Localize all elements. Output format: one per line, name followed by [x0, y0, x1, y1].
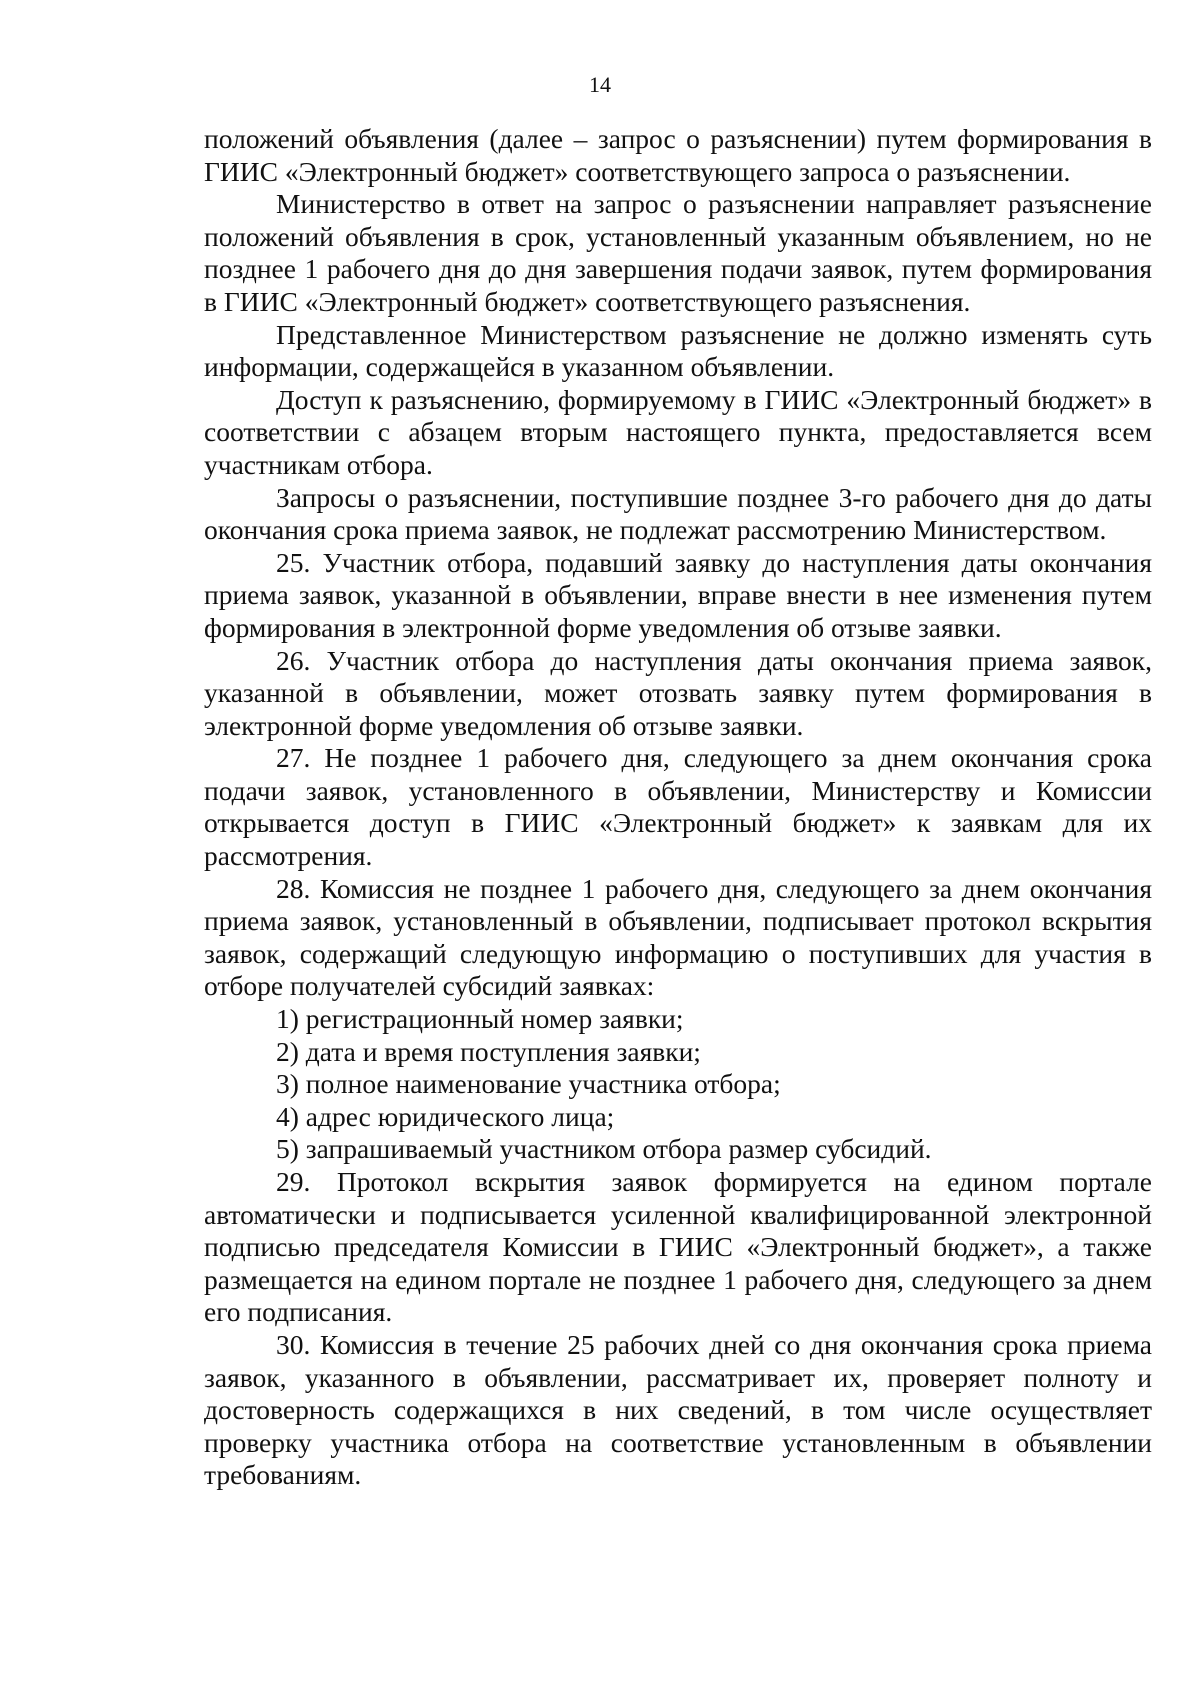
- list-item: 1) регистрационный номер заявки;: [276, 1003, 684, 1035]
- list-item: 3) полное наименование участника отбора;: [276, 1068, 781, 1100]
- page-number: 14: [589, 72, 611, 97]
- paragraph-clarification-access: Доступ к разъяснению, формируемому в ГИИС «Электронный бюджет» в соответствии с абзацем вторым настоящего пункта, предоставляется всем участникам отбора.: [204, 383, 1152, 480]
- list-item: 5) запрашиваемый участником отбора размер субсидий.: [276, 1133, 932, 1165]
- paragraph-item-26: 26. Участник отбора до наступления даты окончания приема заявок, указанной в объявлении, может отозвать заявку путем формирования в электронной форме уведомления об отзыве заявки.: [204, 644, 1152, 741]
- paragraph-clarification-scope: Представленное Министерством разъяснение не должно изменять суть информации, содержащейся в указанном объявлении.: [204, 318, 1152, 383]
- paragraph-item-29: 29. Протокол вскрытия заявок формируется на едином портале автоматически и подписывается усиленной квалифицированной электронной подписью председателя Комиссии в ГИИС «Электронный бюджет», а также размещается на едином портале не позднее 1 рабочего дня, следующего за днем его подписания.: [204, 1166, 1152, 1328]
- paragraph-item-28: 28. Комиссия не позднее 1 рабочего дня, следующего за днем окончания приема заявок, установленный в объявлении, подписывает протокол вскрытия заявок, содержащий следующую информацию о поступивших для участия в отборе получателей субсидий заявках:: [204, 872, 1152, 1002]
- list-item: 2) дата и время поступления заявки;: [276, 1035, 701, 1067]
- paragraph-continuation: положений объявления (далее – запрос о разъяснении) путем формирования в ГИИС «Электронный бюджет» соответствующего запроса о разъяснении.: [204, 123, 1152, 187]
- paragraph-item-27: 27. Не позднее 1 рабочего дня, следующего за днем окончания срока подачи заявок, установленного в объявлении, Министерству и Комиссии открывается доступ в ГИИС «Электронный бюджет» к заявкам для их рассмотрения.: [204, 742, 1152, 872]
- paragraph-ministry-response: Министерство в ответ на запрос о разъяснении направляет разъяснение положений объявления в срок, установленный указанным объявлением, но не позднее 1 рабочего дня до дня завершения подачи заявок, путем формирования в ГИИС «Электронный бюджет» соответствующего разъяснения.: [204, 188, 1152, 317]
- paragraph-late-requests: Запросы о разъяснении, поступившие позднее 3-го рабочего дня до даты окончания срока приема заявок, не подлежат рассмотрению Министерством.: [204, 481, 1152, 546]
- document-body: [204, 123, 1152, 1492]
- list-item: 4) адрес юридического лица;: [276, 1100, 615, 1132]
- paragraph-item-25: 25. Участник отбора, подавший заявку до наступления даты окончания приема заявок, указанной в объявлении, вправе внести в нее изменения путем формирования в электронной форме уведомления об отзыве заявки.: [204, 546, 1152, 643]
- paragraph-item-30: 30. Комиссия в течение 25 рабочих дней со дня окончания срока приема заявок, указанного в объявлении, рассматривает их, проверяет полноту и достоверность содержащихся в них сведений, в том числе осуществляет проверку участника отбора на соответствие установленным в объявлении требованиям.: [204, 1328, 1152, 1491]
